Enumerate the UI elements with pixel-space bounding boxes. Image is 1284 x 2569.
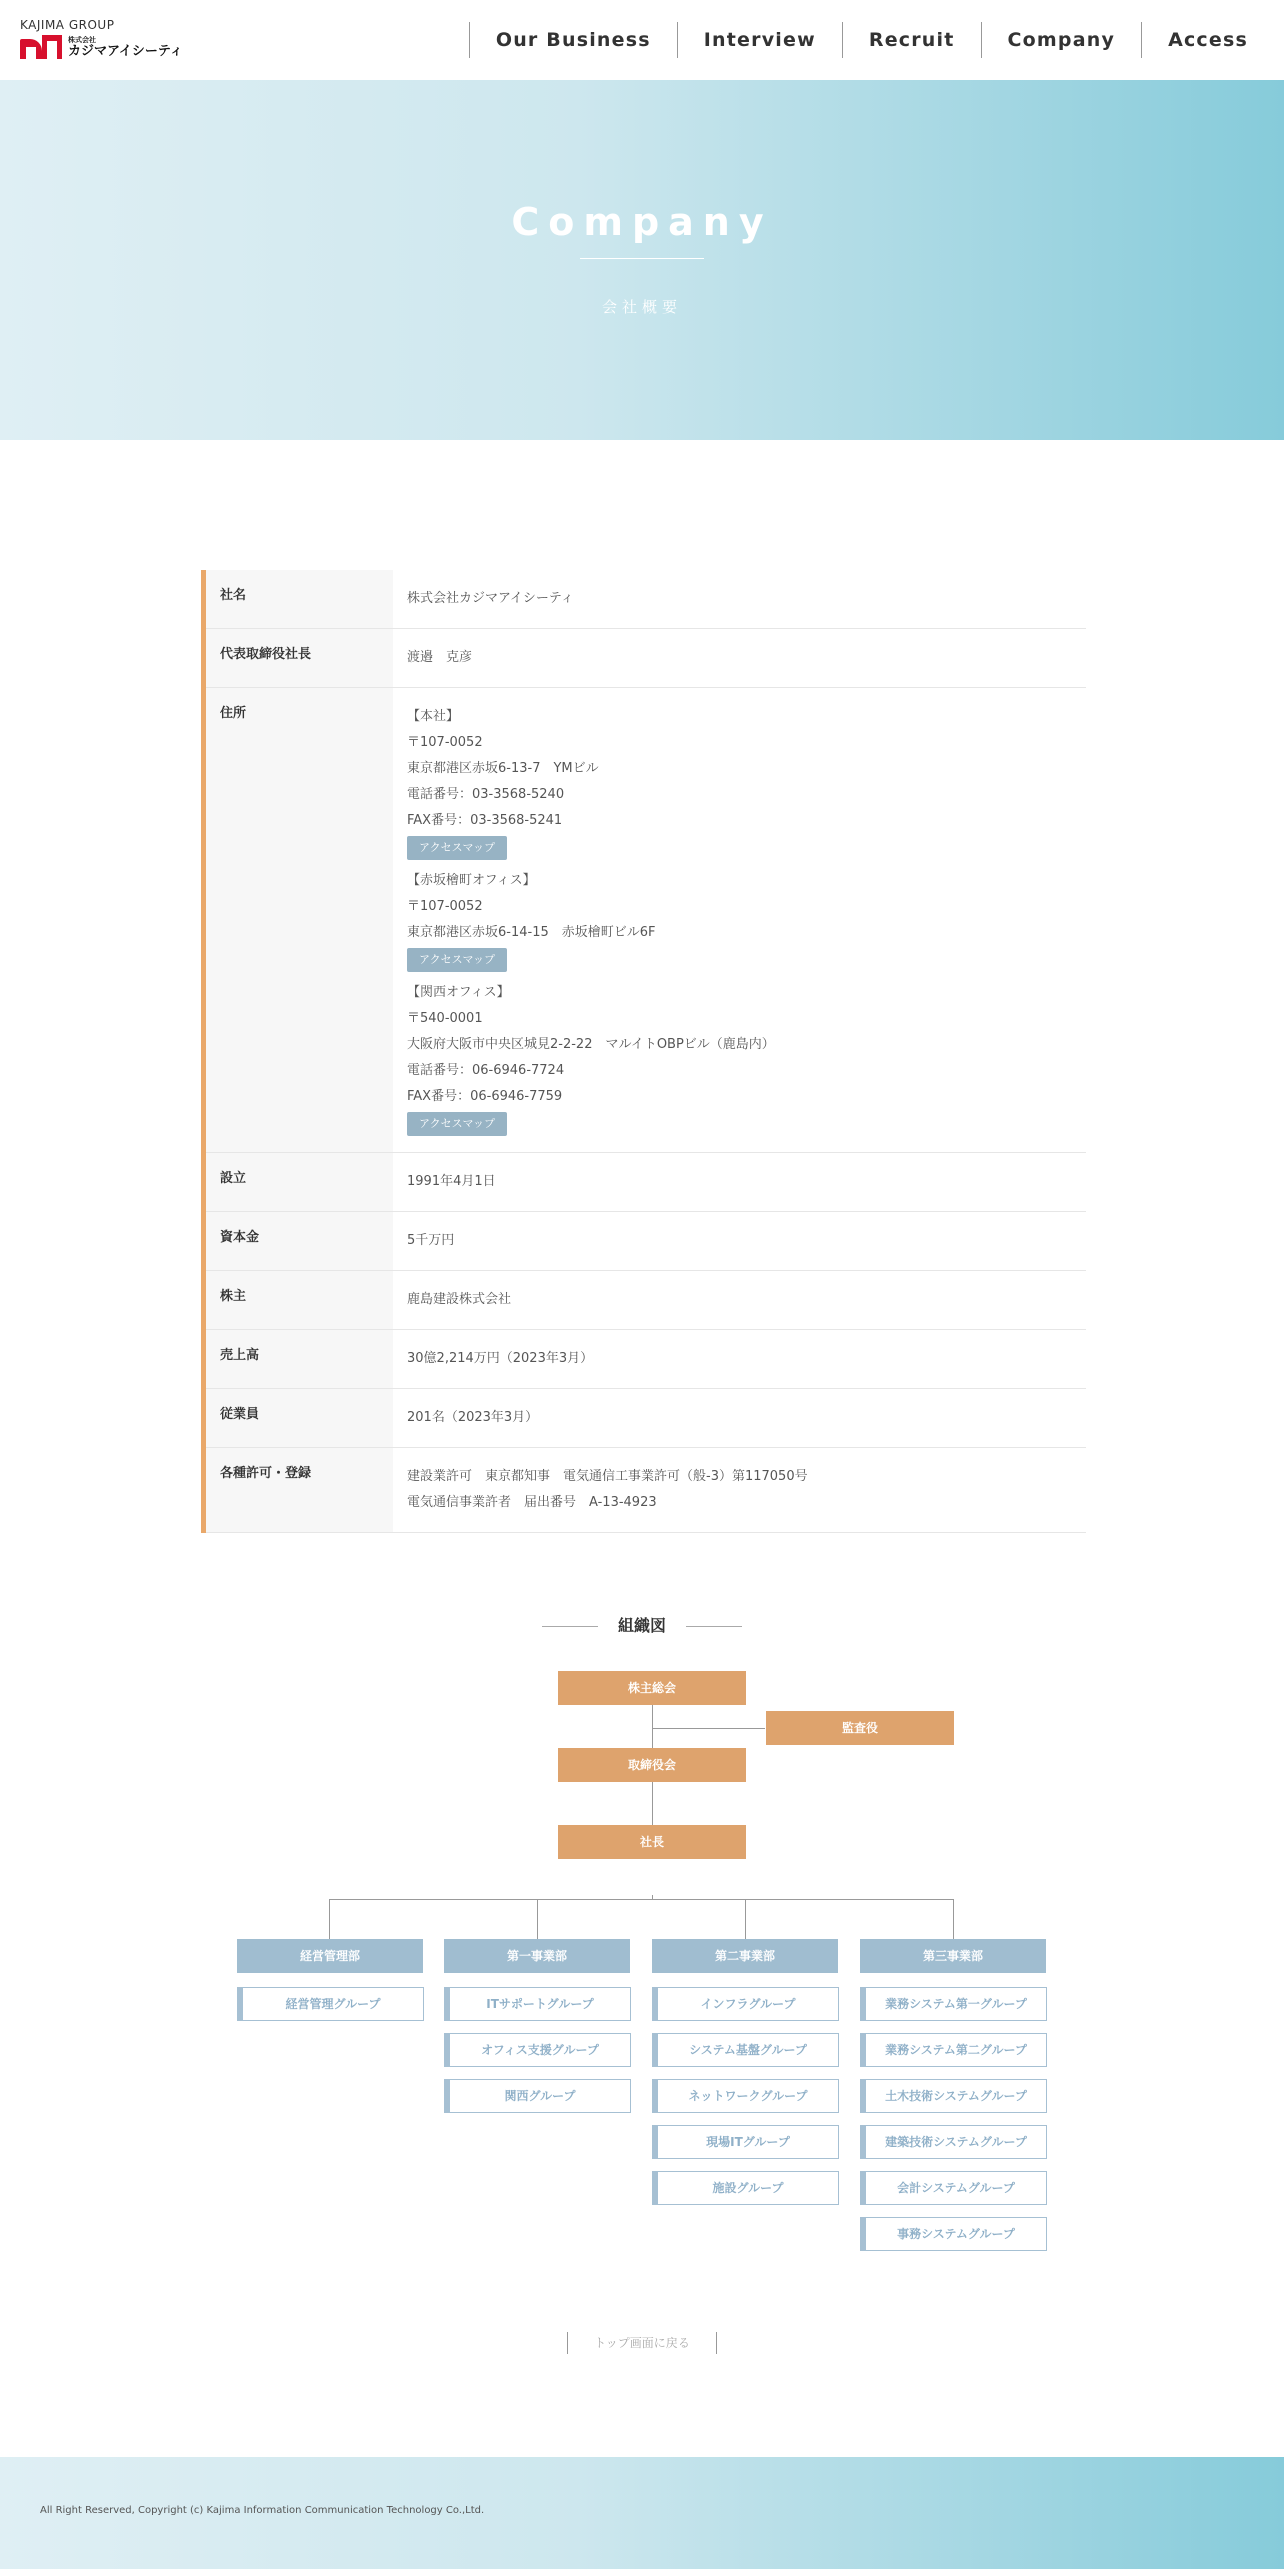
value-line: 渡邉 克彦 (407, 650, 473, 665)
table-row-address (206, 688, 1086, 1153)
org-president: 社長 (558, 1825, 746, 1859)
table-row (206, 570, 1086, 629)
org-group: 現場ITグループ (652, 2125, 839, 2159)
access-map-button[interactable]: アクセスマップ (407, 948, 507, 972)
org-group: 経営管理グループ (237, 1987, 424, 2021)
row-label: 社名 (206, 570, 393, 628)
value-line: 東京都港区赤坂6-13-7 YMビル (407, 761, 599, 776)
site-header (0, 0, 1284, 80)
back-to-top-link[interactable]: トップ画面に戻る (567, 2332, 717, 2354)
row-label: 代表取締役社長 (206, 629, 393, 687)
org-chart-heading (0, 1614, 1284, 1638)
value-line: 【本社】 (407, 709, 460, 724)
value-line: 電話番号：03-3568-5240 (407, 787, 565, 802)
org-group: 事務システムグループ (860, 2217, 1047, 2251)
value-line: 201名（2023年3月） (407, 1410, 539, 1425)
org-chart-title: 組織図 (617, 1616, 666, 1635)
table-row (206, 1212, 1086, 1271)
hero-banner (0, 80, 1284, 440)
org-dept-second: 第二事業部 (652, 1939, 838, 1973)
company-logo[interactable] (20, 18, 183, 59)
org-shareholders-meeting: 株主総会 (558, 1671, 746, 1705)
access-map-button[interactable]: アクセスマップ (407, 1112, 507, 1136)
value-line: FAX番号：03-3568-5241 (407, 813, 563, 828)
value-line: 電話番号：06-6946-7724 (407, 1063, 565, 1078)
row-value (393, 688, 1086, 1152)
page-subtitle: 会社概要 (601, 298, 682, 316)
value-line: 株式会社カジマアイシーティ (407, 591, 574, 606)
org-group: 会計システムグループ (860, 2171, 1047, 2205)
logo-company-name: カジマアイシーティ (68, 43, 183, 59)
access-map-button[interactable]: アクセスマップ (407, 836, 507, 860)
table-row (206, 1271, 1086, 1330)
table-row (206, 1153, 1086, 1212)
copyright-text: All Right Reserved, Copyright (c) Kajima Information Communication Technology Co.,Ltd. (40, 2505, 485, 2516)
connector-line (329, 1899, 954, 1900)
value-line: 〒107-0052 (407, 899, 483, 914)
value-line: 鹿島建設株式会社 (407, 1292, 512, 1307)
heading-dash-right (686, 1626, 742, 1627)
table-row (206, 629, 1086, 688)
nav-our-business[interactable]: Our Business (469, 22, 677, 58)
row-value (393, 1212, 1086, 1270)
logo-kk: 株式会社 (68, 35, 96, 44)
nav-company[interactable]: Company (981, 22, 1142, 58)
org-group: 土木技術システムグループ (860, 2079, 1047, 2113)
row-value (393, 570, 1086, 628)
row-value (393, 629, 1086, 687)
connector-line (329, 1899, 330, 1939)
row-label: 各種許可・登録 (206, 1448, 393, 1532)
value-line: 【関西オフィス】 (407, 985, 510, 1000)
org-group: 業務システム第二グループ (860, 2033, 1047, 2067)
main-nav (469, 22, 1264, 58)
connector-line (653, 1728, 765, 1729)
row-label: 住所 (206, 688, 393, 1152)
value-line: 5千万円 (407, 1233, 455, 1248)
site-footer (0, 2457, 1284, 2569)
office-akasaka (407, 868, 1086, 972)
org-group: オフィス支援グループ (444, 2033, 631, 2067)
row-value (393, 1330, 1086, 1388)
row-value (393, 1448, 1086, 1532)
org-group: ネットワークグループ (652, 2079, 839, 2113)
value-line: 〒540-0001 (407, 1011, 483, 1026)
company-profile-table (201, 570, 1086, 1533)
org-board: 取締役会 (558, 1748, 746, 1782)
row-value (393, 1271, 1086, 1329)
table-row (206, 1389, 1086, 1448)
nav-access[interactable]: Access (1141, 22, 1264, 58)
title-divider (580, 258, 704, 259)
org-group: 業務システム第一グループ (860, 1987, 1047, 2021)
org-group: 施設グループ (652, 2171, 839, 2205)
connector-line (537, 1899, 538, 1939)
row-label: 従業員 (206, 1389, 393, 1447)
value-line: FAX番号：06-6946-7759 (407, 1089, 563, 1104)
value-line: 1991年4月1日 (407, 1174, 496, 1189)
row-label: 売上高 (206, 1330, 393, 1388)
org-group: インフラグループ (652, 1987, 839, 2021)
org-group: システム基盤グループ (652, 2033, 839, 2067)
connector-line (745, 1899, 746, 1939)
table-row (206, 1330, 1086, 1389)
value-line: 30億2,214万円（2023年3月） (407, 1351, 594, 1366)
org-auditor: 監査役 (766, 1711, 954, 1745)
org-group: ITサポートグループ (444, 1987, 631, 2021)
office-head (407, 704, 1086, 860)
row-label: 設立 (206, 1153, 393, 1211)
value-line: 建設業許可 東京都知事 電気通信工事業許可（般-3）第117050号 (407, 1469, 808, 1484)
row-label: 株主 (206, 1271, 393, 1329)
org-dept-third: 第三事業部 (860, 1939, 1046, 1973)
group-name: KAJIMA GROUP (20, 18, 115, 32)
connector-line (953, 1899, 954, 1939)
org-dept-first: 第一事業部 (444, 1939, 630, 1973)
row-value (393, 1389, 1086, 1447)
logo-mark-icon (20, 35, 64, 59)
value-line: 大阪府大阪市中央区城見2-2-22 マルイトOBPビル（鹿島内） (407, 1037, 775, 1052)
org-group: 建築技術システムグループ (860, 2125, 1047, 2159)
nav-recruit[interactable]: Recruit (842, 22, 981, 58)
row-label: 資本金 (206, 1212, 393, 1270)
org-group: 関西グループ (444, 2079, 631, 2113)
value-line: 東京都港区赤坂6-14-15 赤坂檜町ビル6F (407, 925, 656, 940)
value-line: 電気通信事業許者 届出番号 A-13-4923 (407, 1495, 657, 1510)
value-line: 【赤坂檜町オフィス】 (407, 873, 536, 888)
org-dept-management: 経営管理部 (237, 1939, 423, 1973)
nav-interview[interactable]: Interview (677, 22, 842, 58)
value-line: 〒107-0052 (407, 735, 483, 750)
table-row (206, 1448, 1086, 1533)
office-kansai (407, 980, 1086, 1136)
row-value (393, 1153, 1086, 1211)
page-title: Company (511, 200, 773, 244)
